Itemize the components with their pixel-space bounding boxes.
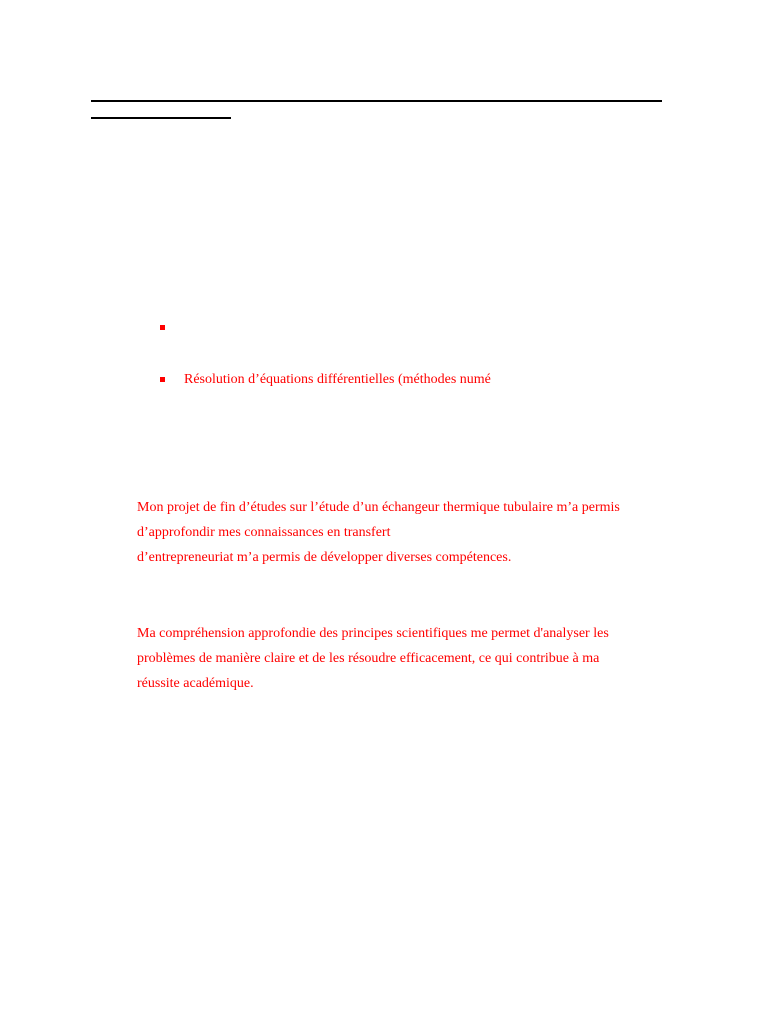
paragraph-line: d’approfondir mes connaissances en transfert [137,525,391,540]
paragraph-line: problèmes de manière claire et de les résoudre efficacement, ce qui contribue à ma [137,651,600,666]
bullet-text: Résolution d’équations différentielles (méthodes numé [184,372,491,387]
paragraph-line: Mon projet de fin d’études sur l’étude d’un échangeur thermique tubulaire m’a permis [137,500,620,515]
header-rule-long [91,100,662,102]
paragraph-final-project [137,495,697,570]
header-rule-short [91,117,231,119]
paragraph-line: Ma compréhension approfondie des principes scientifiques me permet d'analyser les [137,626,609,641]
paragraph-line: d’entrepreneuriat m’a permis de développer diverses compétences. [137,550,512,565]
square-bullet-icon [160,325,165,330]
paragraph-line: réussite académique. [137,676,254,691]
paragraph-scientific-understanding [137,621,697,696]
square-bullet-icon [160,377,165,382]
